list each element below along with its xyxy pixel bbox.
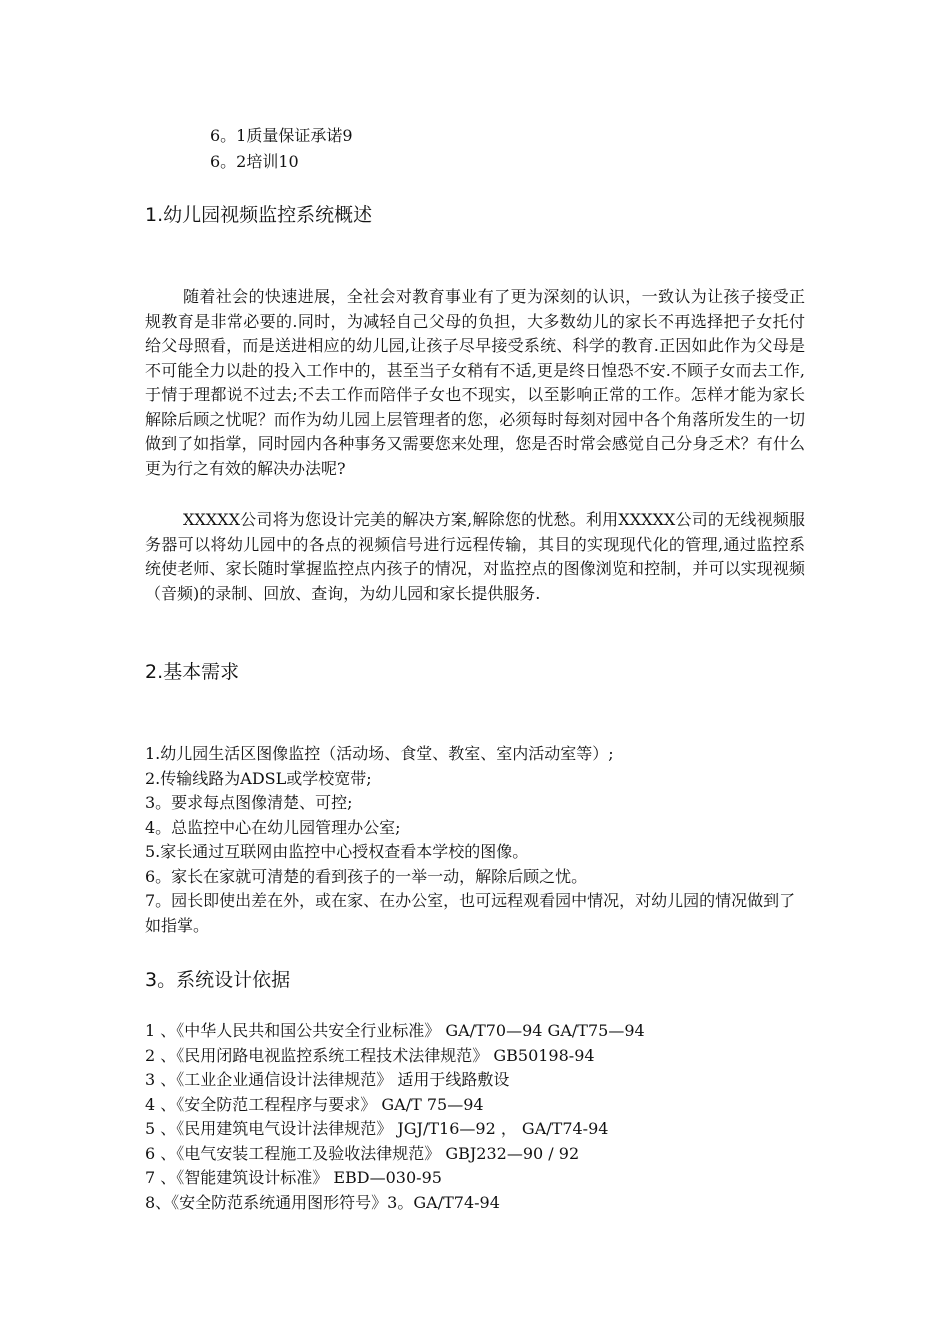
section-heading-overview: 1.幼儿园视频监控系统概述 (145, 204, 373, 226)
list-item: 5.家长通过互联网由监控中心授权查看本学校的图像。 (145, 842, 529, 861)
requirements-list (145, 742, 810, 938)
list-item: 2 、《民用闭路电视监控系统工程技术法律规范》 GB50198-94 (145, 1045, 595, 1065)
list-item: 8、《安全防范系统通用图形符号》3。GA/T74-94 (145, 1192, 500, 1212)
toc-item: 6。1质量保证承诺9 (210, 126, 353, 145)
standards-list (145, 1019, 810, 1215)
list-item: 5 、《民用建筑电气设计法律规范》 JGJ/T16—92 ， GA/T74-94 (145, 1119, 609, 1138)
section-heading-requirements: 2.基本需求 (145, 661, 240, 683)
list-item: 2.传输线路为ADSL或学校宽带; (145, 768, 372, 788)
section-heading-design-basis: 3。系统设计依据 (145, 969, 291, 991)
list-item: 4。总监控中心在幼儿园管理办公室; (145, 817, 401, 837)
body-paragraph: 随着社会的快速进展，全社会对教育事业有了更为深刻的认识，一致认为让孩子接受正规教育是非常必要的.同时，为减轻自己父母的负担，大多数幼儿的家长不再选择把子女托付给父母照看，而是送进相应的幼儿园,让孩子尽早接受系统、科学的教育.正因如此作为父母是不可能全力以赴的投入工作中的，甚至当子女稍有不适,更是终日惶恐不安.不顾子女而去工作,于情于理都说不过去;不去工作而陪伴子女也不现实，以至影响正常的工作。怎样才能为家长解除后顾之忧呢？而作为幼儿园上层管理者的您，必须每时每刻对园中各个角落所发生的一切做到了如指掌，同时园内各种事务又需要您来处理，您是否时常会感觉自己分身乏术？有什么更为行之有效的解决办法呢? (145, 287, 805, 478)
list-item: 7 、《智能建筑设计标准》 EBD—030-95 (145, 1168, 442, 1187)
toc-item: 6。2培训10 (210, 152, 299, 171)
body-paragraph: XXXXX公司将为您设计完美的解决方案,解除您的忧愁。利用XXXXX公司的无线视频服务器可以将幼儿园中的各点的视频信号进行远程传输，其目的实现现代化的管理,通过监控系统使老师、家长随时掌握监控点内孩子的情况，对监控点的图像浏览和控制，并可以实现视频（音频)的录制、回放、查询，为幼儿园和家长提供服务. (145, 510, 805, 603)
list-item: 1 、《中华人民共和国公共安全行业标准》 GA/T70—94 GA/T75—94 (145, 1021, 645, 1040)
list-item: 1.幼儿园生活区图像监控（活动场、食堂、教室、室内活动室等）; (145, 744, 614, 763)
list-item: 6。家长在家就可清楚的看到孩子的一举一动，解除后顾之忧。 (145, 866, 588, 886)
list-item: 3。要求每点图像清楚、可控; (145, 793, 353, 812)
list-item: 4 、《安全防范工程程序与要求》 GA/T 75—94 (145, 1094, 484, 1114)
list-item: 6 、《电气安装工程施工及验收法律规范》 GBJ232—90 / 92 (145, 1143, 580, 1163)
list-item: 3 、《工业企业通信设计法律规范》 适用于线路敷设 (145, 1070, 510, 1089)
list-item: 7。园长即使出差在外，或在家、在办公室，也可远程观看园中情况，对幼儿园的情况做到了如指掌。 (145, 891, 796, 935)
